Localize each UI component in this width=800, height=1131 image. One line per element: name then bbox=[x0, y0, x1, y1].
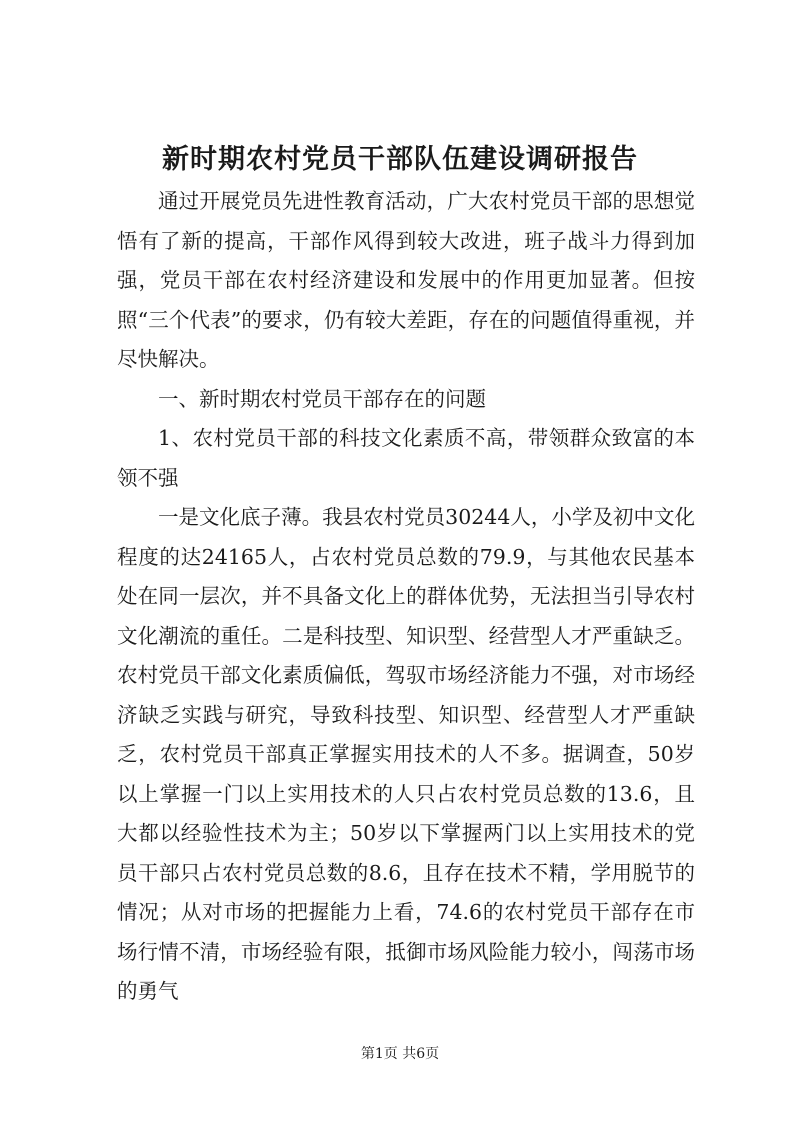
subsection-heading: 1、农村党员干部的科技文化素质不高，带领群众致富的本领不强 bbox=[117, 426, 695, 490]
page-footer: 第1页 共6页 bbox=[360, 1046, 440, 1062]
section-heading: 一、新时期农村党员干部存在的问题 bbox=[158, 386, 486, 411]
document-title: 新时期农村党员干部队伍建设调研报告 bbox=[162, 144, 638, 175]
intro-paragraph: 通过开展党员先进性教育活动，广大农村党员干部的思想觉悟有了新的提高，干部作风得到较大改进，班子战斗力得到加强，党员干部在农村经济建设和发展中的作用更加显著。但按照“三个代表”的要求，仍有较大差距，存在的问题值得重视，并尽快解决。 bbox=[117, 189, 695, 371]
document-body bbox=[117, 182, 695, 1012]
body-paragraph: 一是文化底子薄。我县农村党员30244人，小学及初中文化程度的达24165人，占农村党员总数的79.9，与其他农民基本处在同一层次，并不具备文化上的群体优势，无法担当引导农村文化潮流的重任。二是科技型、知识型、经营型人才严重缺乏。农村党员干部文化素质偏低，驾驭市场经济能力不强，对市场经济缺乏实践与研究，导致科技型、知识型、经营型人才严重缺乏，农村党员干部真正掌握实用技术的人不多。据调查，50岁以上掌握一门以上实用技术的人只占农村党员总数的13.6，且大都以经验性技术为主；50岁以下掌握两门以上实用技术的党员干部只占农村党员总数的8.6，且存在技术不精，学用脱节的情况；从对市场的把握能力上看，74.6的农村党员干部存在市场行情不清，市场经验有限，抵御市场风险能力较小，闯荡市场的勇气 bbox=[117, 505, 695, 1003]
